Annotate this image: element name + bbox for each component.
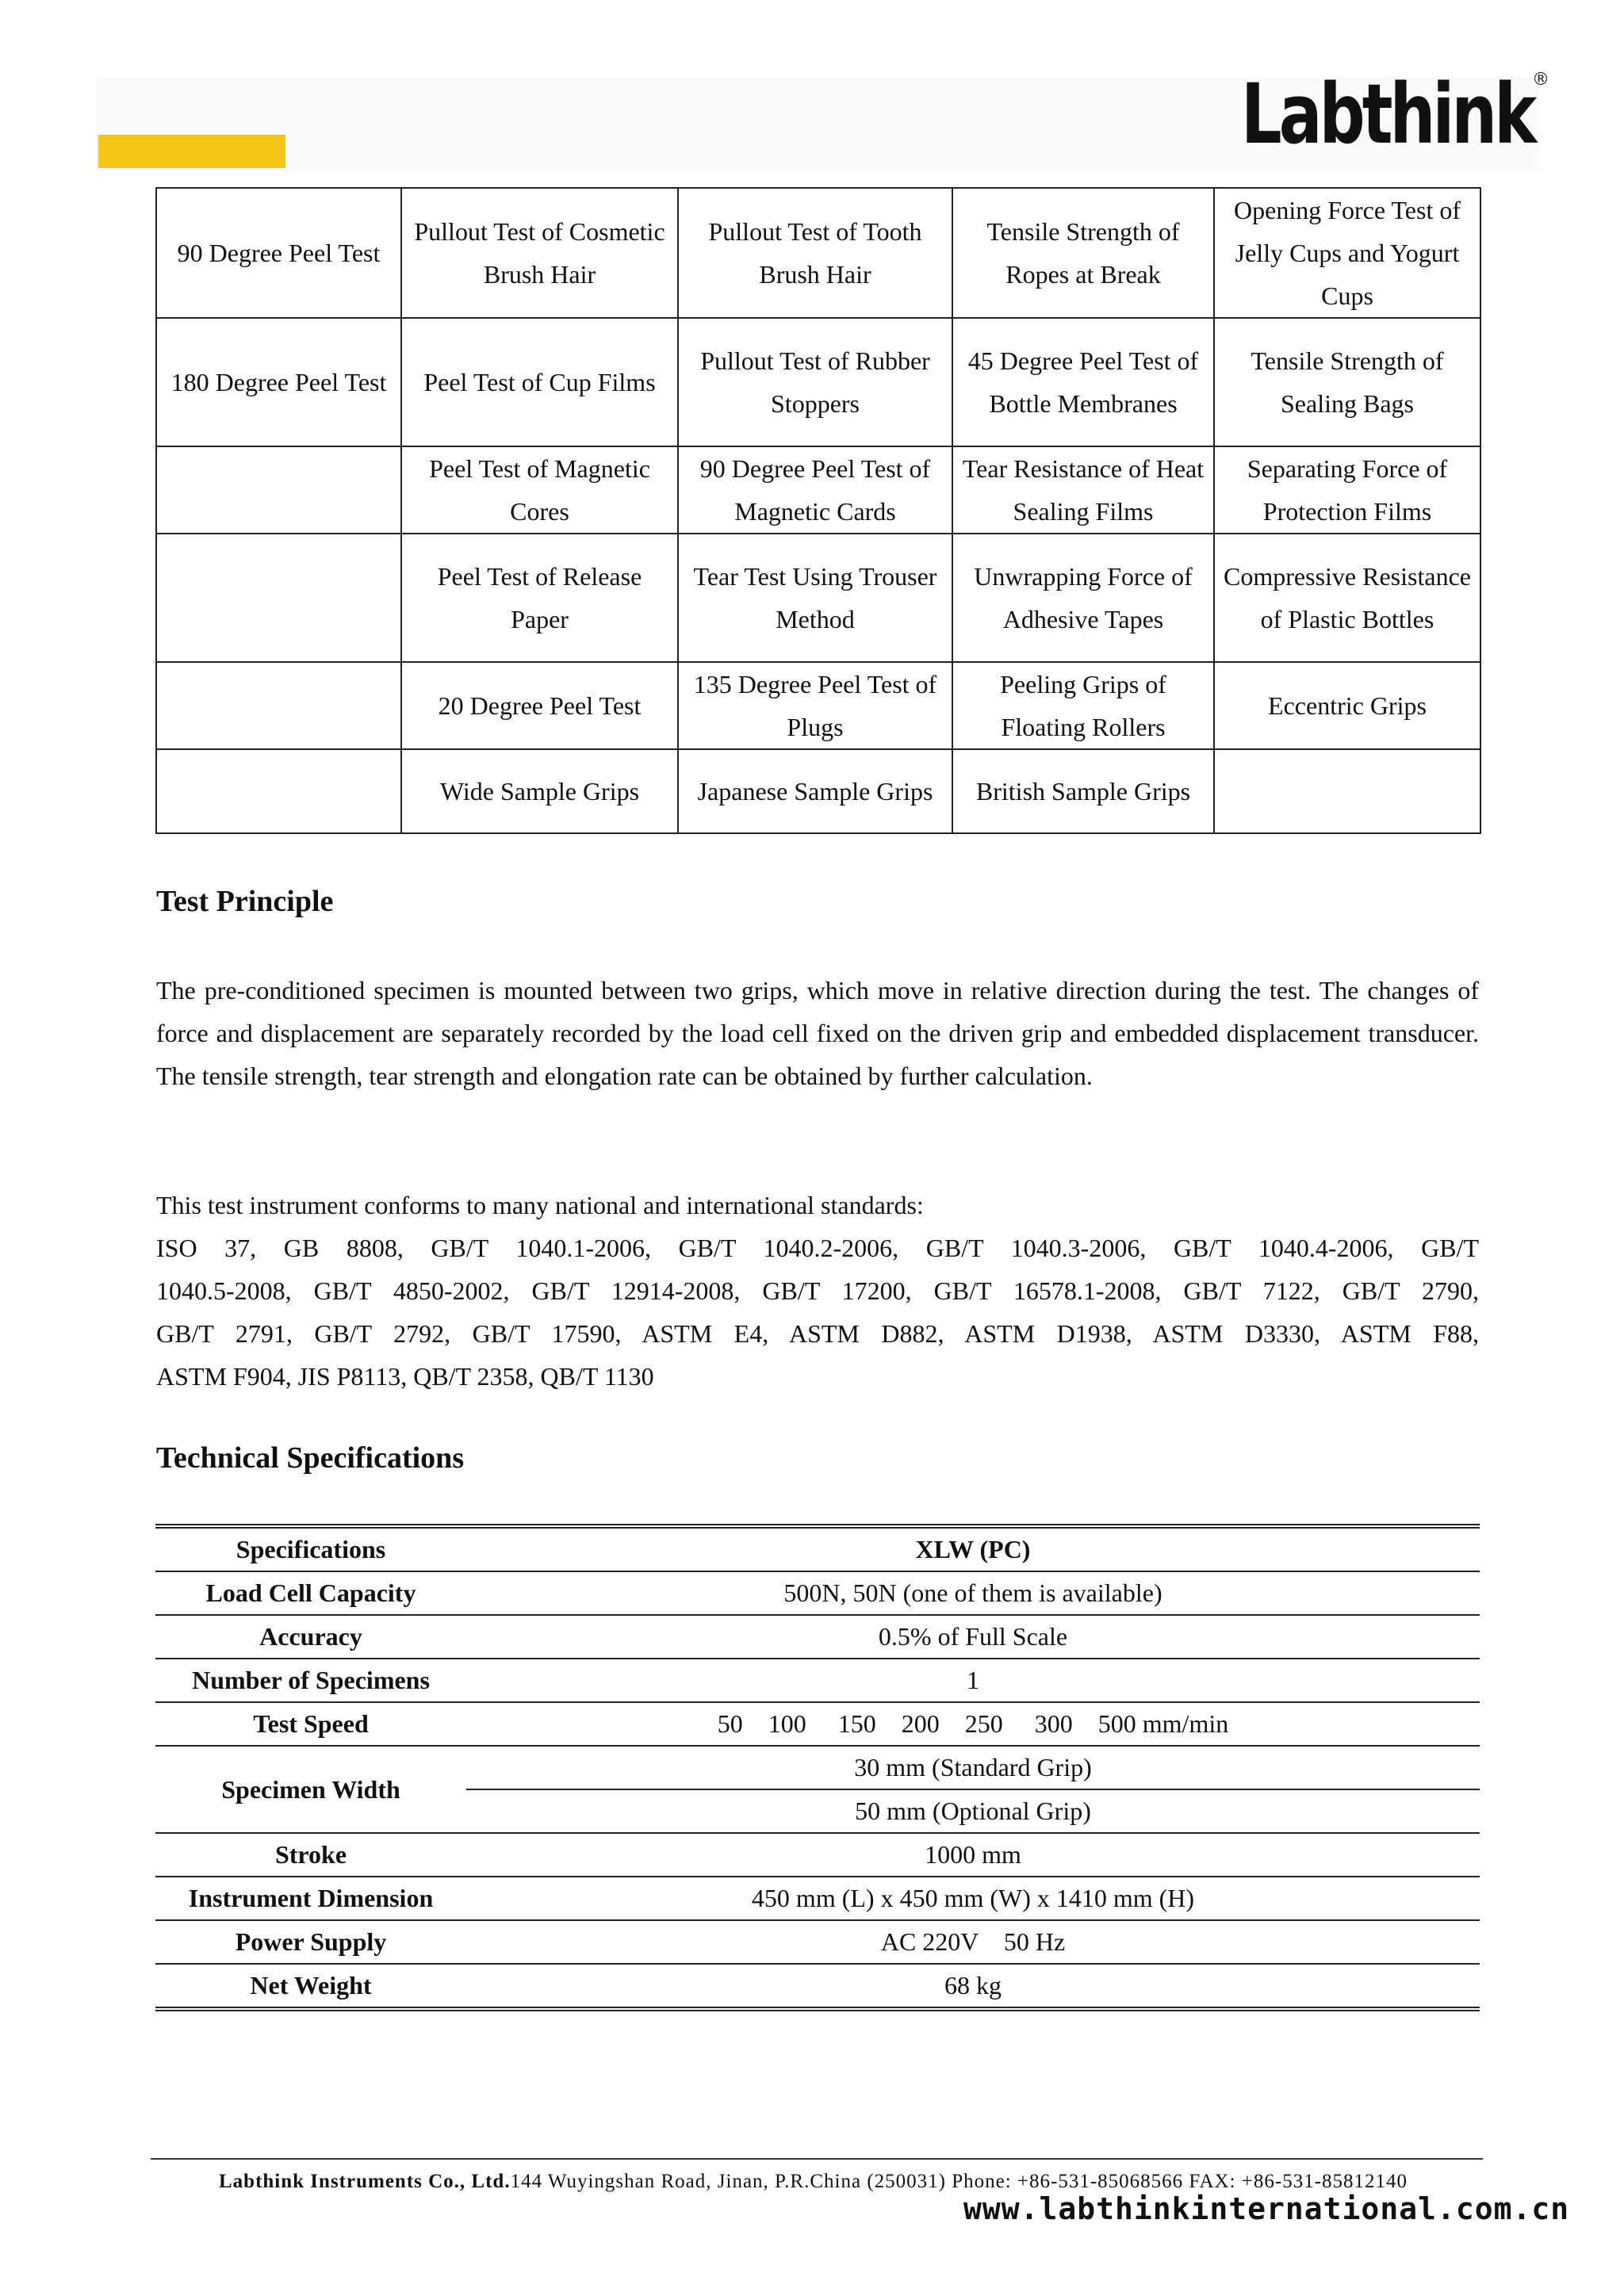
table-row — [155, 1659, 1480, 1702]
table-row — [156, 188, 1480, 318]
registered-mark: ® — [1532, 70, 1549, 90]
standards-intro: This test instrument conforms to many national and international standards: — [156, 1191, 924, 1219]
spec-model: XLW (PC) — [466, 1526, 1480, 1571]
spec-value: 500N, 50N (one of them is available) — [466, 1571, 1480, 1615]
table-cell: Separating Force of Protection Films — [1214, 446, 1480, 534]
spec-value: 50 100 150 200 250 300 500 mm/min — [466, 1702, 1480, 1746]
footer-divider — [151, 2158, 1483, 2160]
spec-value: AC 220V 50 Hz — [466, 1920, 1480, 1964]
table-cell: Peel Test of Cup Films — [401, 318, 678, 446]
table-cell — [1214, 749, 1480, 833]
spec-label: Load Cell Capacity — [155, 1571, 466, 1615]
table-row — [155, 1702, 1480, 1746]
technical-specifications-heading: Technical Specifications — [156, 1441, 465, 1475]
table-row — [155, 1571, 1480, 1615]
table-cell: Unwrapping Force of Adhesive Tapes — [952, 534, 1214, 662]
labthink-logo: Labthink — [1241, 66, 1534, 163]
footer-website[interactable]: www.labthinkinternational.com.cn — [963, 2191, 1570, 2226]
table-row — [155, 1877, 1480, 1920]
table-cell: Opening Force Test of Jelly Cups and Yogurt Cups — [1214, 188, 1480, 318]
footer-contact — [219, 2171, 1408, 2193]
spec-label: Accuracy — [155, 1615, 466, 1659]
spec-label: Specimen Width — [155, 1746, 466, 1833]
spec-value: 1 — [466, 1659, 1480, 1702]
table-cell: Peel Test of Magnetic Cores — [401, 446, 678, 534]
table-cell: 135 Degree Peel Test of Plugs — [678, 662, 952, 749]
table-cell: 90 Degree Peel Test of Magnetic Cards — [678, 446, 952, 534]
table-cell: Tear Test Using Trouser Method — [678, 534, 952, 662]
accent-bar — [98, 135, 285, 168]
spec-value: 1000 mm — [466, 1833, 1480, 1877]
spec-value: 450 mm (L) x 450 mm (W) x 1410 mm (H) — [466, 1877, 1480, 1920]
specifications-table — [155, 1524, 1480, 2011]
spec-label: Test Speed — [155, 1702, 466, 1746]
standards-line: GB/T 2791, GB/T 2792, GB/T 17590, ASTM E4, ASTM D882, ASTM D1938, ASTM D3330, ASTM F88, — [156, 1319, 1479, 1348]
table-cell: Peel Test of Release Paper — [401, 534, 678, 662]
table-cell: Eccentric Grips — [1214, 662, 1480, 749]
spec-label: Number of Specimens — [155, 1659, 466, 1702]
table-cell: Tensile Strength of Sealing Bags — [1214, 318, 1480, 446]
standards-line: ISO 37, GB 8808, GB/T 1040.1-2006, GB/T 1040.2-2006, GB/T 1040.3-2006, GB/T 1040.4-2006, GB/T — [156, 1234, 1479, 1262]
table-cell: Wide Sample Grips — [401, 749, 678, 833]
table-row — [155, 1746, 1480, 1789]
table-row — [156, 662, 1480, 749]
spec-label: Instrument Dimension — [155, 1877, 466, 1920]
table-cell: Pullout Test of Rubber Stoppers — [678, 318, 952, 446]
table-row — [156, 749, 1480, 833]
table-cell: Tear Resistance of Heat Sealing Films — [952, 446, 1214, 534]
table-cell: 180 Degree Peel Test — [156, 318, 401, 446]
table-cell: 45 Degree Peel Test of Bottle Membranes — [952, 318, 1214, 446]
spec-label: Stroke — [155, 1833, 466, 1877]
table-row — [155, 1615, 1480, 1659]
test-principle-paragraph: The pre-conditioned specimen is mounted between two grips, which move in relative direction during the test. The changes of force and displacement are separately recorded by the load cell fixed on the driven grip and embedded displacement transducer. The tensile strength, tear strength and elongation rate can be obtained by further calculation. — [156, 976, 1479, 1090]
table-cell: British Sample Grips — [952, 749, 1214, 833]
spec-value: 0.5% of Full Scale — [466, 1615, 1480, 1659]
table-cell: Japanese Sample Grips — [678, 749, 952, 833]
table-cell: 90 Degree Peel Test — [156, 188, 401, 318]
applications-table — [155, 187, 1481, 834]
standards-block — [156, 1184, 1479, 1398]
table-cell — [156, 446, 401, 534]
spec-value: 68 kg — [944, 1971, 1002, 1999]
table-row — [155, 1833, 1480, 1877]
table-cell — [156, 749, 401, 833]
table-cell: Tensile Strength of Ropes at Break — [952, 188, 1214, 318]
table-cell: Peeling Grips of Floating Rollers — [952, 662, 1214, 749]
table-row — [156, 318, 1480, 446]
footer-company: Labthink Instruments Co., Ltd. — [219, 2171, 511, 2192]
table-row — [156, 534, 1480, 662]
table-row — [155, 1964, 1480, 2009]
spec-value: 30 mm (Standard Grip) — [466, 1746, 1480, 1789]
spec-label: Power Supply — [155, 1920, 466, 1964]
footer-address: 144 Wuyingshan Road, Jinan, P.R.China (250031) Phone: +86-531-85068566 FAX: +86-531-85812140 — [510, 2171, 1408, 2192]
standards-line: 1040.5-2008, GB/T 4850-2002, GB/T 12914-2008, GB/T 17200, GB/T 16578.1-2008, GB/T 7122, GB/T 2790, — [156, 1276, 1479, 1305]
spec-label: Specifications — [155, 1526, 466, 1571]
table-row — [156, 446, 1480, 534]
table-row — [155, 1526, 1480, 1571]
table-cell: Pullout Test of Tooth Brush Hair — [678, 188, 952, 318]
table-cell: Pullout Test of Cosmetic Brush Hair — [401, 188, 678, 318]
table-row — [155, 1920, 1480, 1964]
table-cell: 20 Degree Peel Test — [401, 662, 678, 749]
table-cell — [156, 662, 401, 749]
test-principle-heading: Test Principle — [156, 885, 334, 918]
spec-value: 50 mm (Optional Grip) — [466, 1789, 1480, 1833]
standards-line: ASTM F904, JIS P8113, QB/T 2358, QB/T 1130 — [156, 1362, 654, 1391]
spec-label: Net Weight — [250, 1971, 372, 1999]
table-cell — [156, 534, 401, 662]
table-cell: Compressive Resistance of Plastic Bottles — [1214, 534, 1480, 662]
